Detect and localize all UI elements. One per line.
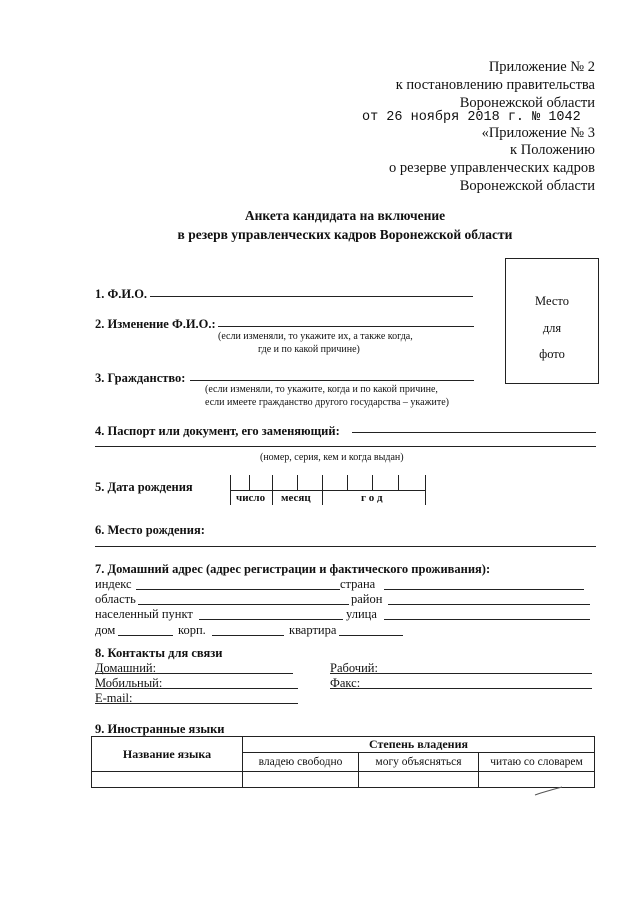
fio-field[interactable] [150,296,473,297]
country-field[interactable] [384,589,584,590]
home-phone-field[interactable] [95,673,293,674]
building-label: корп. [178,623,206,637]
level-fluent-cell[interactable] [243,772,359,788]
name-change-label: 2. Изменение Ф.И.О.: [95,317,216,331]
photo-label-3: фото [539,347,565,361]
level-fluent-header: владею свободно [243,753,359,772]
street-field[interactable] [384,619,590,620]
house-label: дом [95,623,116,637]
birth-date-baseline [230,490,426,491]
birth-date-label: 5. Дата рождения [95,480,193,494]
date-divider [425,475,426,505]
passport-note: (номер, серия, кем и когда выдан) [260,452,404,463]
index-field[interactable] [136,589,340,590]
index-label: индекс [95,577,132,591]
date-divider [372,475,373,490]
email-label: E-mail: [95,691,133,705]
region-field[interactable] [138,604,349,605]
citizenship-note-1: (если изменяли, то укажите, когда и по какой причине, [205,384,438,395]
header-line-2: к постановлению правительства [395,77,595,93]
form-title-line-2: в резерв управленческих кадров Воронежской области [177,227,513,242]
district-field[interactable] [388,604,590,605]
locality-field[interactable] [199,619,343,620]
header-line-5: «Приложение № 3 [481,125,595,141]
pen-mark [533,784,565,798]
mobile-phone-field[interactable] [95,688,298,689]
date-month-label: месяц [281,492,311,504]
home-address-label: 7. Домашний адрес (адрес регистрации и фактического проживания): [95,562,491,576]
date-year-label: г о д [361,492,383,504]
level-conversational-header: могу объясняться [359,753,479,772]
date-divider [297,475,298,490]
date-divider [398,475,399,490]
header-line-8: Воронежской области [459,178,595,194]
name-change-note-2: где и по какой причине) [258,344,360,355]
email-field[interactable] [95,703,298,704]
locality-label: населенный пункт [95,607,193,621]
passport-label: 4. Паспорт или документ, его заменяющий: [95,424,340,438]
photo-label-1: Место [535,294,569,308]
region-label: область [95,592,136,606]
birth-place-field[interactable] [95,546,596,547]
header-line-7: о резерве управленческих кадров [389,160,595,176]
passport-field-2[interactable] [95,446,596,447]
district-label: район [351,592,383,606]
citizenship-note-2: если имеете гражданство другого государства – укажите) [205,397,449,408]
date-day-label: число [236,492,266,504]
name-change-note-1: (если изменяли, то укажите их, а также когда, [218,331,413,342]
name-change-field[interactable] [218,326,474,327]
work-phone-label: Рабочий: [330,661,378,675]
fio-label: 1. Ф.И.О. [95,287,148,301]
home-phone-label: Домашний: [95,661,157,675]
photo-label-2: для [542,321,562,335]
form-title-line-1: Анкета кандидата на включение [244,208,446,223]
citizenship-field[interactable] [190,380,474,381]
citizenship-label: 3. Гражданство: [95,371,186,385]
mobile-phone-label: Мобильный: [95,676,163,690]
languages-table [91,736,595,788]
header-decree-date: от 26 ноября 2018 г. № 1042 [362,110,581,125]
country-label: страна [340,577,376,591]
table-row [92,772,595,788]
birth-place-label: 6. Место рождения: [95,523,205,537]
passport-field-1[interactable] [352,432,596,433]
fax-label: Факс: [330,676,361,690]
header-line-1: Приложение № 2 [488,59,595,75]
date-divider [230,475,231,505]
date-divider [249,475,250,490]
date-divider [322,475,323,505]
proficiency-header: Степень владения [243,737,595,753]
language-name-cell[interactable] [92,772,243,788]
apartment-field[interactable] [339,635,403,636]
date-divider [347,475,348,490]
fax-field[interactable] [330,688,592,689]
house-field[interactable] [118,635,173,636]
date-divider [272,475,273,505]
level-conversational-cell[interactable] [359,772,479,788]
building-field[interactable] [212,635,284,636]
header-line-3: Воронежской области [459,95,595,111]
photo-box[interactable] [505,258,599,384]
apartment-label: квартира [289,623,337,637]
level-dictionary-header: читаю со словарем [479,753,595,772]
language-name-header: Название языка [92,737,243,772]
work-phone-field[interactable] [330,673,592,674]
street-label: улица [346,607,377,621]
header-line-6: к Положению [510,142,595,158]
languages-label: 9. Иностранные языки [95,722,225,736]
contacts-label: 8. Контакты для связи [95,646,223,660]
